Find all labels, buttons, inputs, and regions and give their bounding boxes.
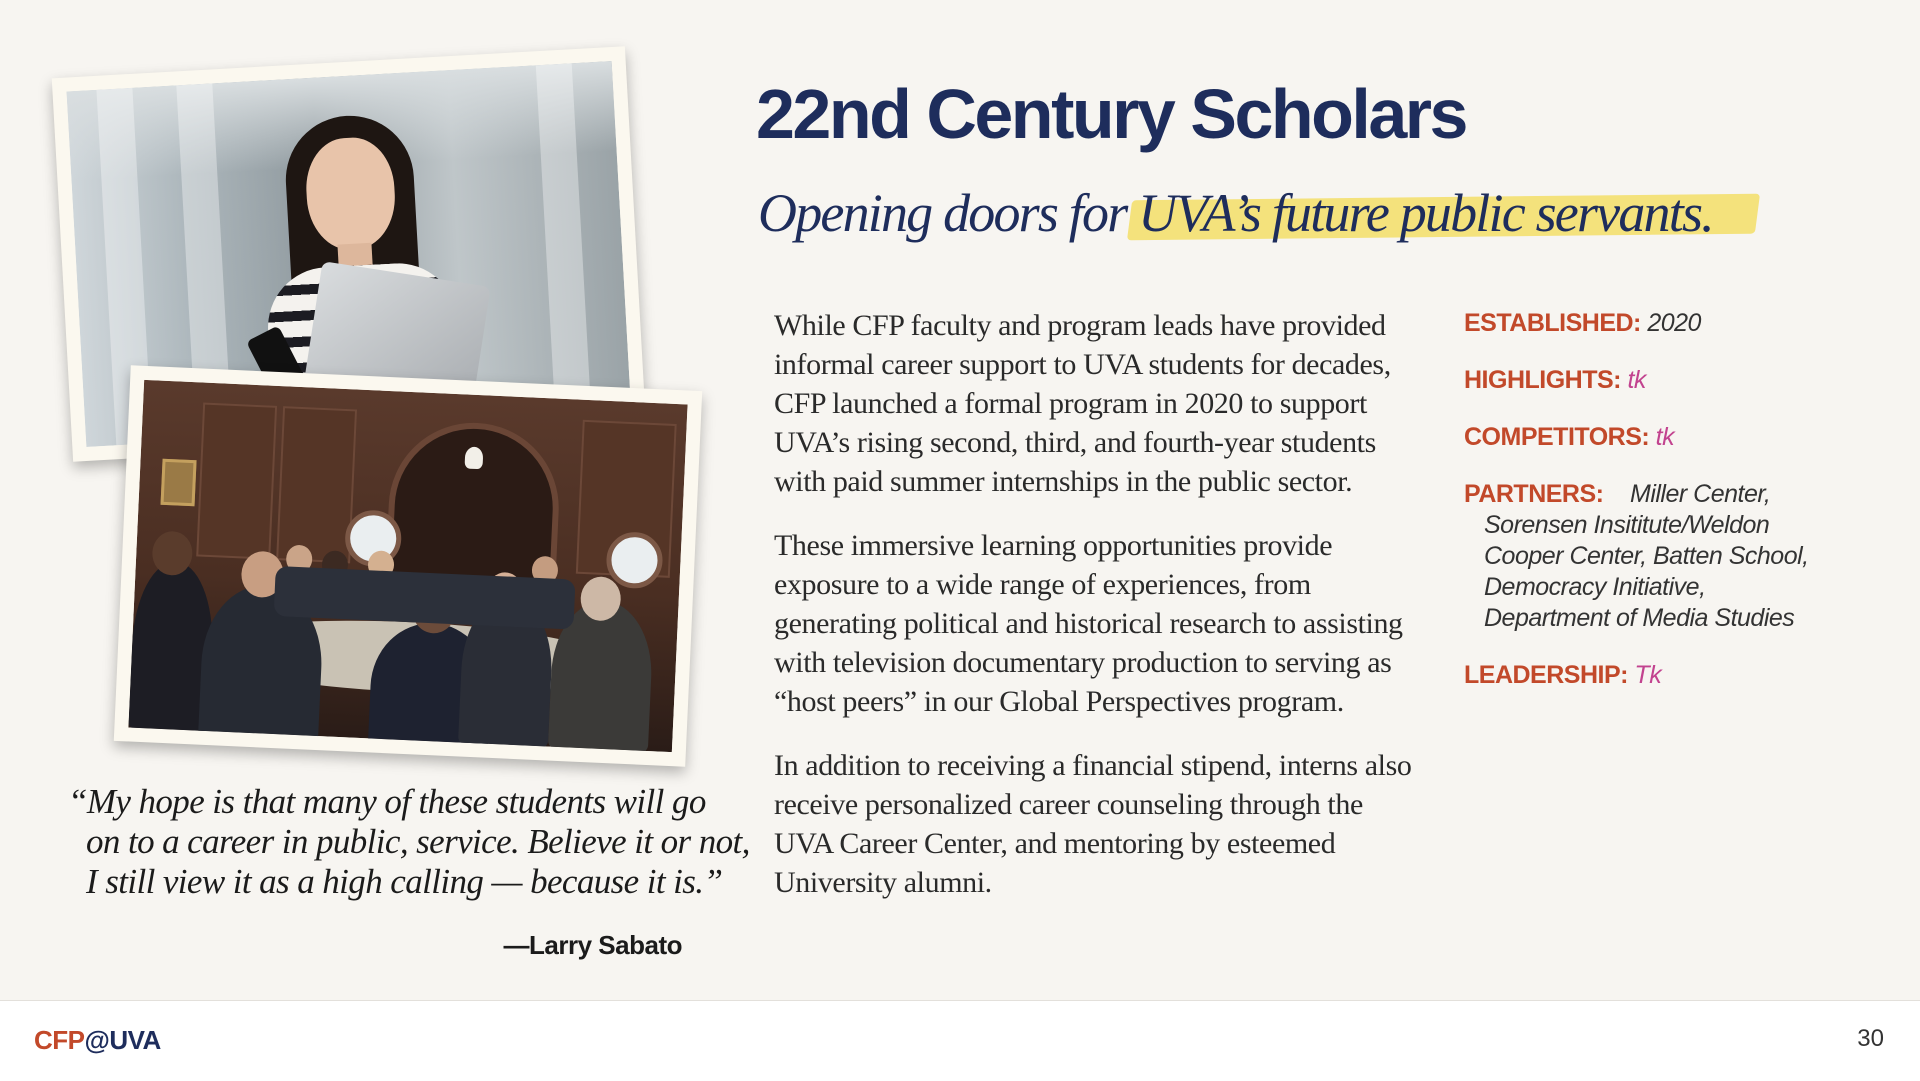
fact-value: tk: [1627, 366, 1646, 394]
subtitle-plain: Opening doors for: [758, 183, 1139, 243]
quote-attribution: —Larry Sabato: [503, 930, 682, 960]
fact-value: 2020: [1647, 309, 1701, 337]
portrait-painting: [161, 459, 197, 506]
logo-uva: UVA: [109, 1025, 161, 1055]
body-paragraph: While CFP faculty and program leads have provided informal career support to UVA students for decades, CFP launched a formal program in 2020 to support UVA’s rising second, third, and fourth-year students with paid summer internships in the public sector.: [774, 309, 1391, 498]
fact-established: [1464, 308, 1824, 339]
fact-partners: [1464, 479, 1824, 634]
body-paragraph: These immersive learning opportunities provide exposure to a wide range of experiences, from generating political and historical research to assisting with television documentary production to serving as “host peers” in our Global Perspectives program.: [774, 529, 1403, 718]
meeting-photo: [114, 365, 702, 767]
cfp-uva-logo: [34, 1025, 161, 1056]
fact-value: tk: [1655, 423, 1675, 451]
logo-at: @: [84, 1025, 110, 1055]
quote-line: I still view it as a high calling — because it is.”: [86, 862, 723, 901]
subtitle-highlight: UVA’s future public servants.: [1138, 183, 1713, 243]
fact-label: PARTNERS:: [1464, 480, 1604, 508]
facts-sidebar: [1464, 308, 1824, 717]
fact-value: Miller Center, Sorensen Insititute/Weldon Cooper Center, Batten School, Democracy Initiative, Department of Media Studies: [1484, 480, 1809, 632]
fact-value: Tk: [1634, 661, 1662, 689]
body-paragraph: In addition to receiving a financial stipend, interns also receive personalized career counseling through the UVA Career Center, and mentoring by esteemed University alumni.: [774, 749, 1412, 899]
fact-competitors: [1464, 422, 1824, 453]
page-number: 30: [1857, 1025, 1884, 1052]
logo-cfp: CFP: [34, 1025, 85, 1055]
fact-label: COMPETITORS:: [1464, 423, 1650, 451]
fact-highlights: [1464, 365, 1824, 396]
body-text: [774, 306, 1414, 927]
fact-label: LEADERSHIP:: [1464, 661, 1628, 689]
pull-quote: [68, 782, 750, 902]
footer: [0, 1000, 1920, 1081]
fact-leadership: [1464, 660, 1824, 691]
fact-label: HIGHLIGHTS:: [1464, 366, 1621, 394]
quote-line: on to a career in public, service. Believe it or not,: [86, 822, 750, 861]
page-title: 22nd Century Scholars: [756, 75, 1466, 153]
fact-label: ESTABLISHED:: [1464, 309, 1641, 337]
quote-line: “My hope is that many of these students will go: [68, 782, 706, 821]
subtitle: [758, 182, 1713, 244]
